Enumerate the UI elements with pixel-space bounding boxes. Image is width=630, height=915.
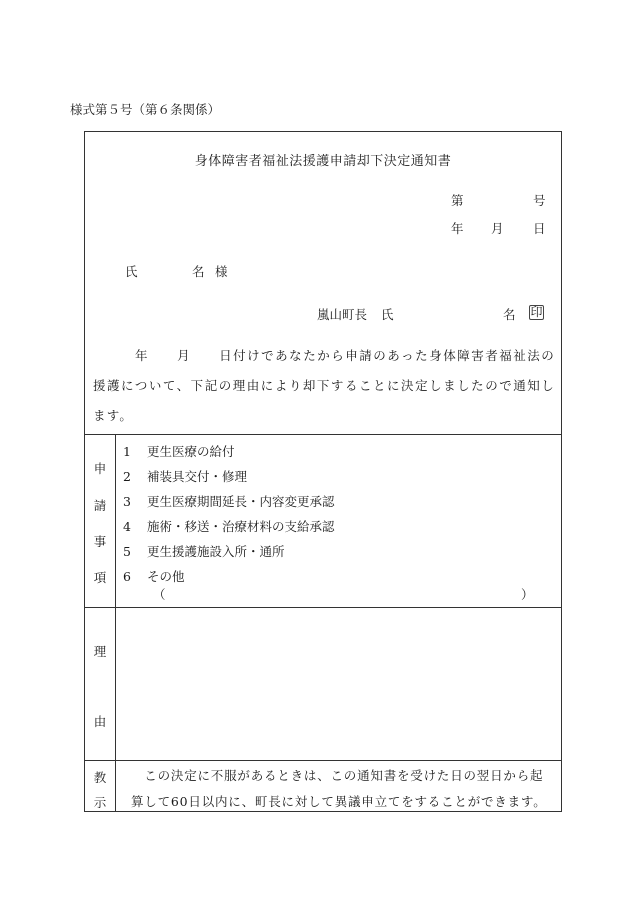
issuer-family: 氏: [381, 307, 394, 322]
notice-heading-char: 教: [93, 770, 107, 785]
item-number: 6: [123, 569, 131, 584]
item-number: 5: [123, 544, 131, 559]
divider-reason: [85, 760, 561, 761]
issuer-given: 名: [503, 307, 516, 322]
appeal-notice-text: この決定に不服があるときは、この通知書を受けた日の翌日から起算して60日以内に、町長に対して異議申立てをすることができます。: [131, 768, 547, 809]
application-heading-char: 事: [93, 534, 107, 549]
divider-application: [85, 607, 561, 608]
item-number: 2: [123, 469, 131, 484]
application-item-6: [123, 567, 185, 585]
application-heading-char: 項: [93, 570, 107, 585]
item-label: 施術・移送・治療材料の支給承認: [147, 519, 335, 534]
item-label: 更生医療期間延長・内容変更承認: [147, 494, 335, 509]
issuer-title: 嵐山町長: [317, 307, 368, 322]
number-prefix: 第: [451, 193, 464, 208]
item-label: 更生医療の給付: [147, 444, 235, 459]
divider-header: [85, 434, 561, 435]
notice-form-frame: [84, 131, 562, 812]
document-title: 身体障害者福祉法援護申請却下決定通知書: [194, 154, 452, 169]
application-item-3: [123, 492, 335, 510]
reason-heading-char: 由: [93, 714, 107, 729]
addressee-honorific: 様: [215, 264, 228, 279]
date-month: 月: [491, 221, 504, 236]
item-number: 1: [123, 444, 131, 459]
addressee-given: 名: [192, 264, 205, 279]
notice-heading-char: 示: [93, 795, 107, 810]
reason-heading-char: 理: [93, 644, 107, 659]
application-item-2: [123, 467, 247, 485]
seal-mark: 印: [530, 305, 543, 319]
application-heading-char: 請: [93, 498, 107, 513]
item-label: その他: [147, 569, 185, 584]
date-day: 日: [533, 221, 546, 236]
other-paren-close: ）: [521, 587, 534, 602]
item-number: 3: [123, 494, 131, 509]
heading-column-divider: [115, 434, 116, 812]
item-label: 更生援護施設入所・通所: [147, 544, 285, 559]
date-year: 年: [451, 221, 464, 236]
item-number: 4: [123, 519, 131, 534]
application-item-4: [123, 517, 335, 535]
application-heading-char: 申: [93, 461, 107, 476]
number-suffix: 号: [533, 193, 546, 208]
application-item-1: [123, 442, 235, 460]
notice-body-text: 年 月 日付けであなたから申請のあった身体障害者福祉法の援護について、下記の理由により却下することに決定しましたので通知します。: [93, 348, 555, 423]
other-paren-open: （: [153, 587, 166, 602]
application-item-5: [123, 542, 285, 560]
item-label: 補装具交付・修理: [147, 469, 248, 484]
form-label: 様式第５号（第６条関係）: [70, 102, 221, 117]
addressee-family: 氏: [125, 264, 138, 279]
